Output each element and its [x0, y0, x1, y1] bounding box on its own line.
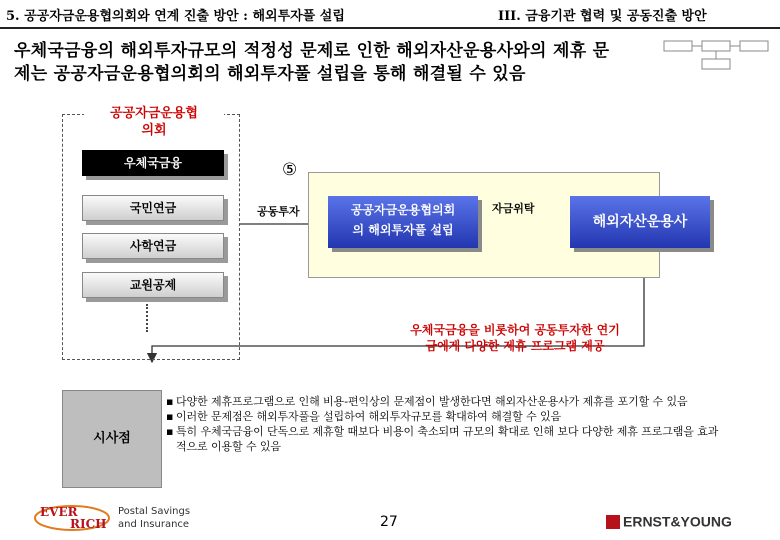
red-note-line2: 금에게 다양한 제휴 프로그램 제공	[425, 339, 605, 353]
overseas-asset-manager-box: 해외자산운용사	[570, 196, 710, 248]
member-postal-finance: 우체국금융	[82, 150, 224, 176]
fund-box-line1: 공공자금운용협의회	[350, 203, 456, 217]
logo-brand-top: EVER	[40, 505, 78, 519]
logo-subtitle	[118, 505, 190, 531]
ernst-young-logo	[606, 511, 732, 530]
public-fund-label-line2: 의회	[141, 123, 167, 138]
step-marker: ⑤	[282, 160, 298, 180]
member-national-pension: 국민연금	[82, 195, 224, 221]
implication-item	[166, 394, 726, 409]
logo-brand-bottom: RICH	[70, 517, 107, 531]
delegation-label: 자금위탁	[492, 202, 535, 215]
joint-investment-label: 공동투자	[257, 205, 300, 218]
partnership-program-note	[380, 322, 650, 354]
implication-item	[166, 409, 726, 424]
ernst-young-mark-icon	[606, 515, 620, 529]
implications-list	[166, 394, 726, 454]
implication-text: 이러한 문제점은 해외투자풀을 설립하여 해외투자규모를 확대하여 해결할 수 있음	[176, 410, 562, 423]
bullet-icon: ▪	[166, 395, 174, 408]
red-note-line1: 우체국금융을 비롯하여 공동투자한 연기	[410, 323, 620, 337]
ernst-young-wordmark: ERNST&YOUNG	[623, 513, 732, 530]
chapter-title: III. 금융기관 협력 및 공동진출 방안	[498, 9, 707, 24]
public-fund-council-label	[84, 105, 224, 139]
public-fund-label-line1: 공공자금운용협	[110, 106, 198, 121]
fund-box-line2: 의 해외투자풀 설립	[352, 223, 454, 237]
implication-text: 다양한 제휴프로그램으로 인해 비용-편익상의 문제점이 발생한다면 해외자산운용사가 제휴를 포기할 수 있음	[176, 395, 688, 408]
overseas-investment-pool-box	[328, 196, 478, 248]
bullet-icon: ▪	[166, 425, 174, 438]
everrich-logo	[34, 503, 224, 533]
more-members-dots	[146, 304, 148, 332]
headline-line2: 제는 공공자금운용협의회의 해외투자풀 설립을 통해 해결될 수 있음	[14, 64, 526, 84]
logo-line2: and Insurance	[118, 519, 190, 530]
member-teachers-mutual-aid: 교원공제	[82, 272, 224, 298]
section-title: 5. 공공자금운용협의회와 연계 진출 방안 : 해외투자풀 설립	[6, 9, 345, 24]
implication-text: 특히 우체국금융이 단독으로 제휴할 때보다 비용이 축소되며 규모의 확대로 인해 보다 다양한 제휴 프로그램을 효과적으로 이용할 수 있음	[176, 425, 719, 453]
logo-line1: Postal Savings	[118, 506, 191, 517]
headline-line1: 우체국금융의 해외투자규모의 적정성 문제로 인한 해외자산운용사와의 제휴 문	[14, 41, 610, 61]
bullet-icon: ▪	[166, 410, 174, 423]
implication-item	[166, 424, 726, 454]
page-number: 27	[380, 514, 398, 530]
implications-label: 시사점	[62, 390, 162, 488]
member-teachers-pension: 사학연금	[82, 233, 224, 259]
